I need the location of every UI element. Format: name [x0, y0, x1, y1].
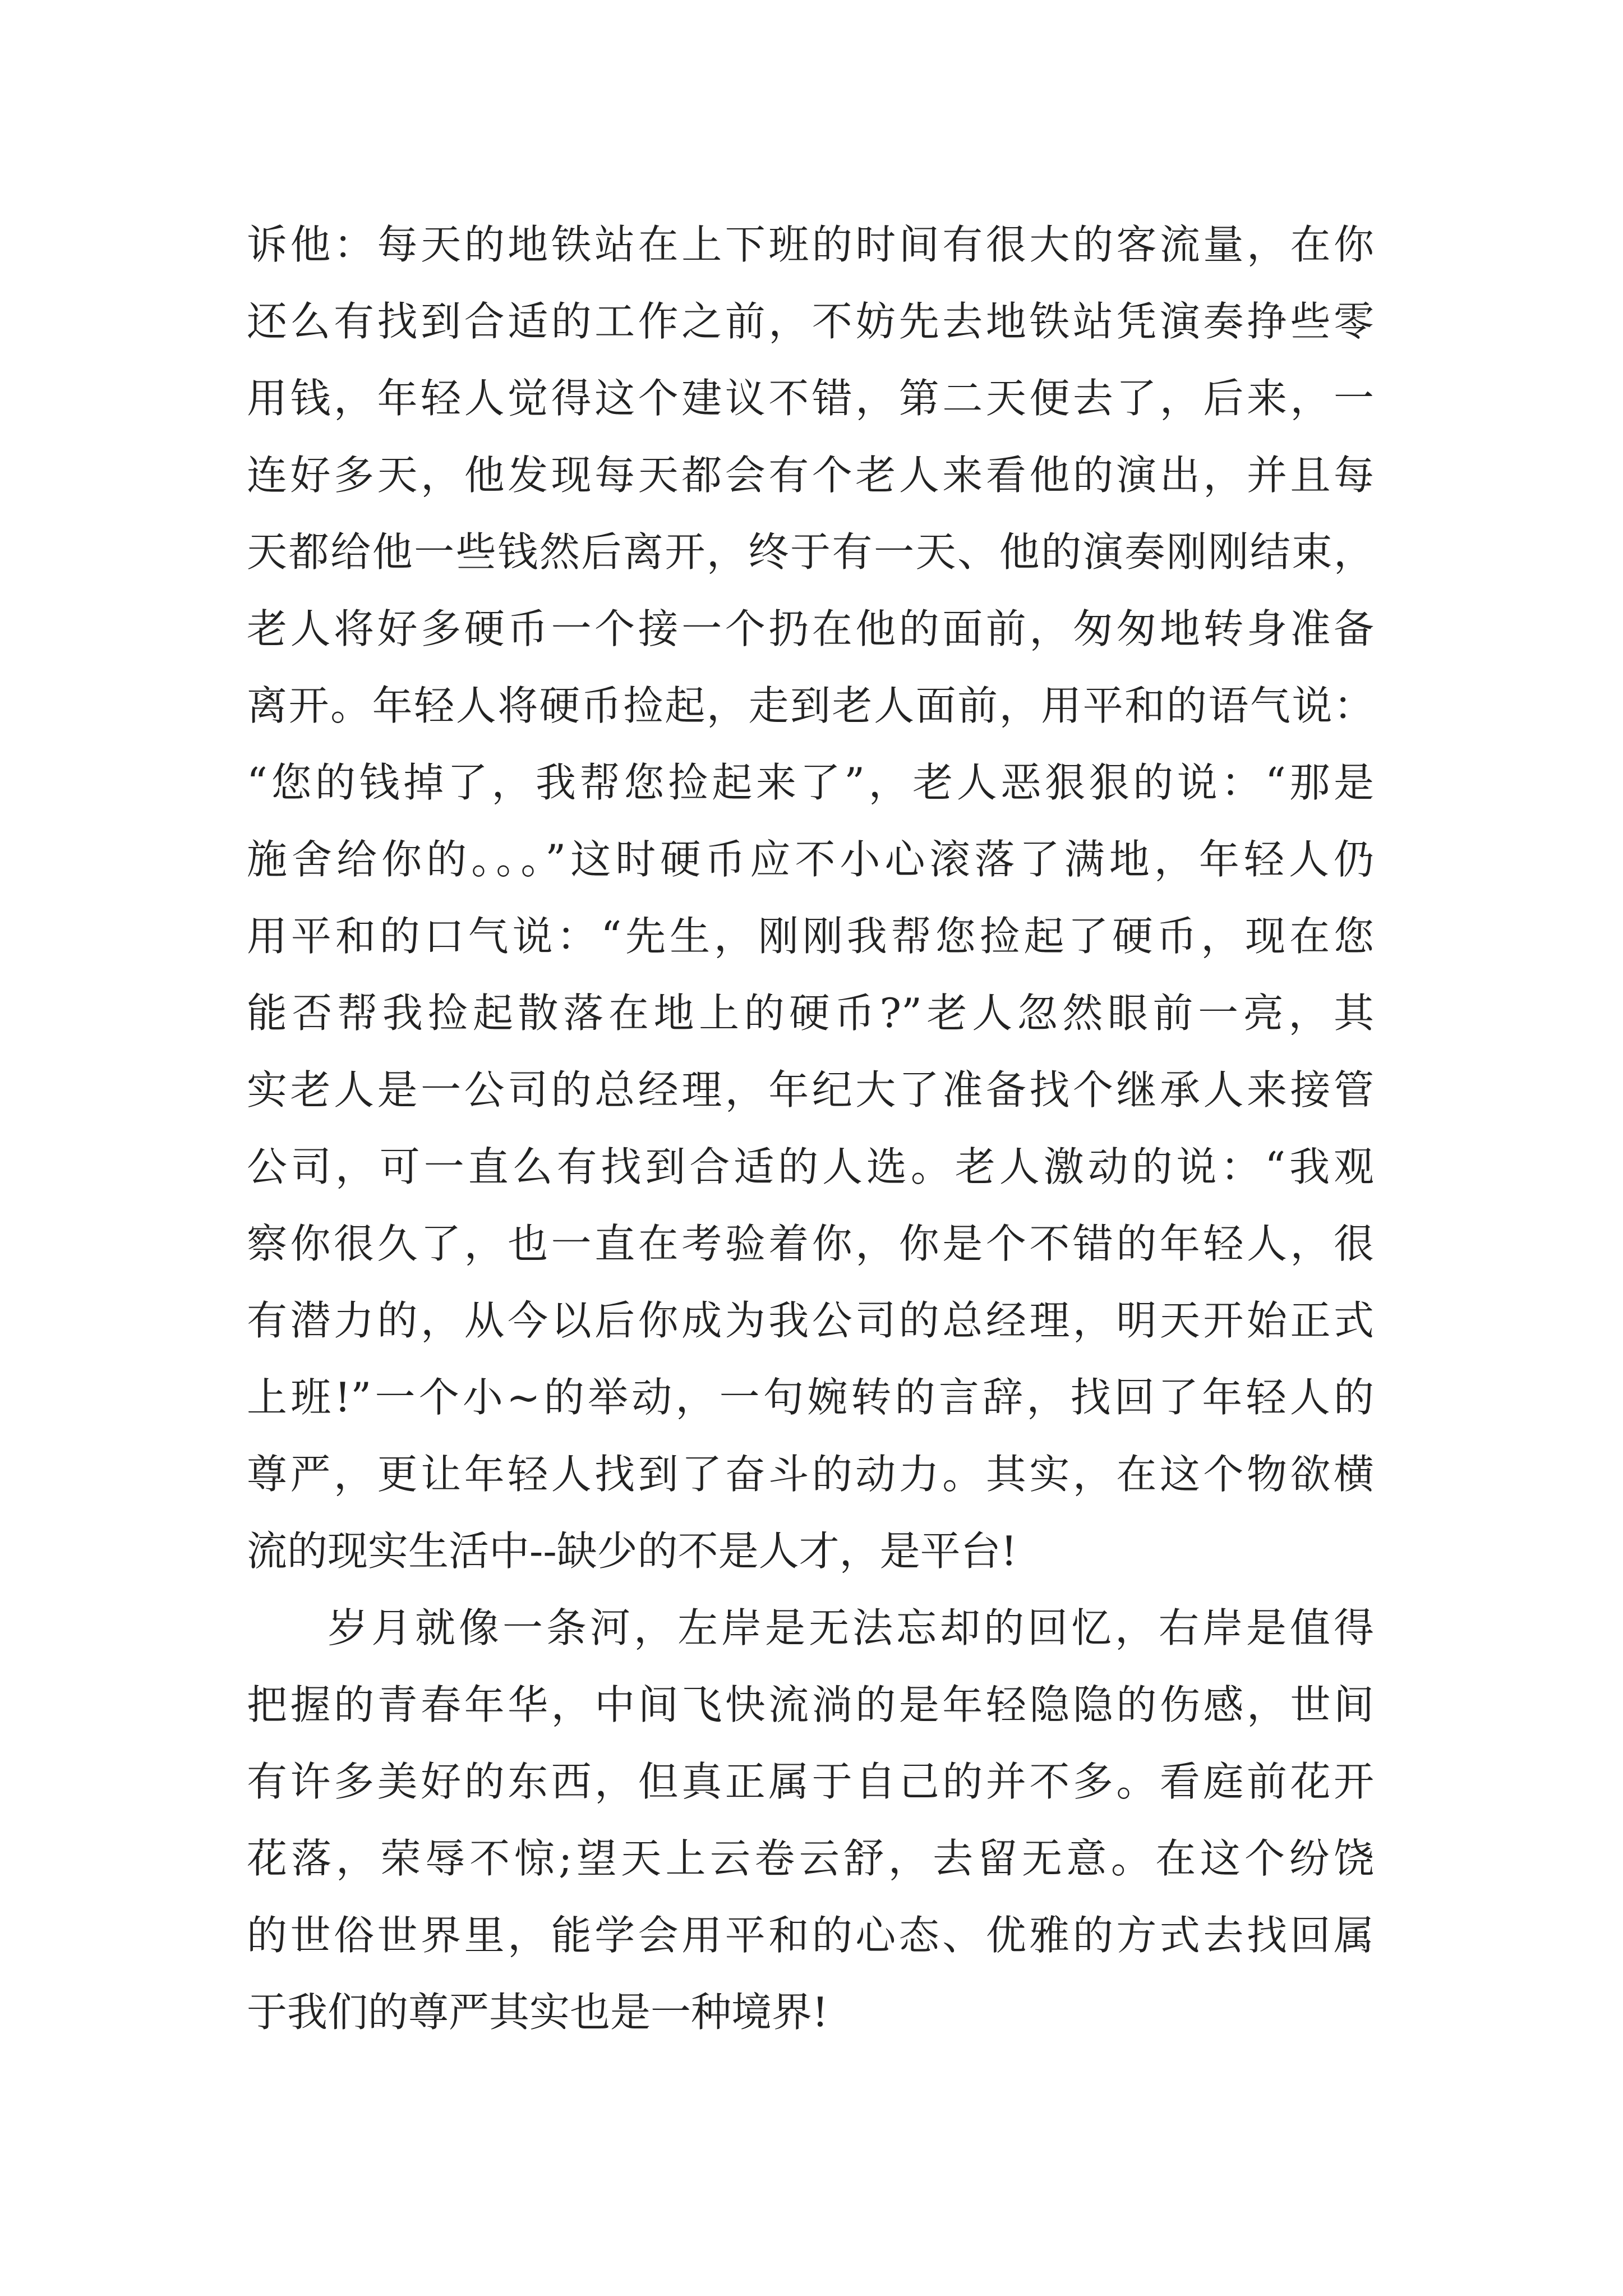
text-line: 有许多美好的东西，但真正属于自己的并不多。看庭前花开 — [247, 1758, 1374, 1805]
body-text — [247, 206, 1374, 2051]
text-line: 公司，可一直么有找到合适的人选。老人激动的说：“我观 — [247, 1143, 1374, 1190]
text-line: 用平和的口气说：“先生，刚刚我帮您捡起了硬币，现在您 — [247, 913, 1374, 960]
text-line: 还么有找到合适的工作之前，不妨先去地铁站凭演奏挣些零 — [247, 298, 1374, 345]
text-line: 把握的青春年华，中间飞快流淌的是年轻隐隐的伤感，世间 — [247, 1681, 1374, 1728]
text-line: 上班!”一个小~的举动，一句婉转的言辞，找回了年轻人的 — [247, 1374, 1374, 1421]
text-line: 离开。年轻人将硬币捡起，走到老人面前，用平和的语气说： — [247, 682, 1374, 729]
text-line: 岁月就像一条河，左岸是无法忘却的回忆，右岸是值得 — [328, 1604, 1374, 1651]
text-line: 施舍给你的。。。”这时硬币应不小心滚落了满地，年轻人仍 — [247, 836, 1374, 883]
text-line: 尊严，更让年轻人找到了奋斗的动力。其实，在这个物欲横 — [247, 1451, 1374, 1498]
text-line: 天都给他一些钱然后离开，终于有一天、他的演奏刚刚结束， — [247, 528, 1374, 576]
text-line: 用钱，年轻人觉得这个建议不错，第二天便去了，后来，一 — [247, 375, 1374, 422]
text-line: 流的现实生活中--缺少的不是人才，是平台! — [247, 1527, 1017, 1575]
text-line: 诉他：每天的地铁站在上下班的时间有很大的客流量，在你 — [247, 221, 1374, 268]
text-line: 有潜力的，从今以后你成为我公司的总经理，明天开始正式 — [247, 1297, 1374, 1344]
text-line: 连好多天，他发现每天都会有个老人来看他的演出，并且每 — [247, 452, 1374, 499]
paragraph-1 — [247, 206, 1374, 1590]
text-line: 察你很久了，也一直在考验着你，你是个不错的年轻人，很 — [247, 1220, 1374, 1267]
text-line: 能否帮我捡起散落在地上的硬币?”老人忽然眼前一亮，其 — [247, 990, 1374, 1037]
text-line: 老人将好多硬币一个接一个扔在他的面前，匆匆地转身准备 — [247, 605, 1374, 652]
text-line: 于我们的尊严其实也是一种境界! — [247, 1989, 828, 2036]
text-line: 的世俗世界里，能学会用平和的心态、优雅的方式去找回属 — [247, 1912, 1374, 1959]
text-line: “您的钱掉了，我帮您捡起来了”，老人恶狠狠的说：“那是 — [247, 759, 1374, 806]
text-line: 花落，荣辱不惊;望天上云卷云舒，去留无意。在这个纷饶 — [247, 1835, 1374, 1882]
paragraph-2 — [247, 1590, 1374, 2051]
text-line: 实老人是一公司的总经理，年纪大了准备找个继承人来接管 — [247, 1066, 1374, 1114]
